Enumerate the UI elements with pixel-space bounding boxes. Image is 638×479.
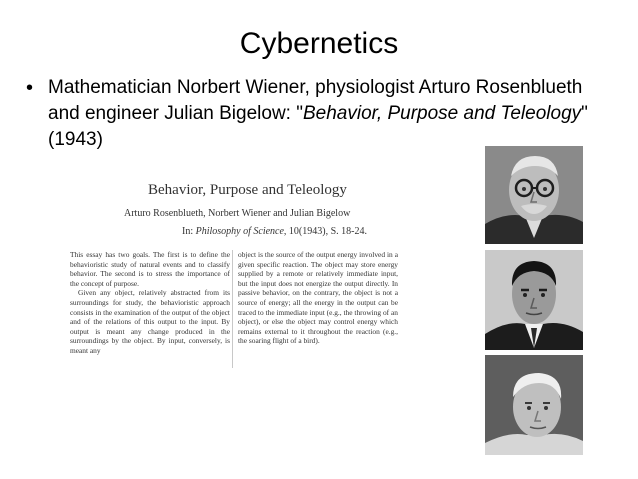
bullet-text (48, 75, 588, 153)
bullet-marker: • (26, 77, 34, 99)
paper-paragraph: Given any object, relatively abstracted from its surroundings for study, the behavioristic approach consists in the examination of the output of the object and of the relations of this output to the input. By output is meant any change produced in the surroundings by the object. By input, conversely, is meant any (70, 288, 230, 355)
paper-paragraph: This essay has two goals. The first is to define the behavioristic study of natural events and to classify behavior. The second is to stress the importance of the concept of purpose. (70, 250, 230, 288)
bullet-text-before: Mathematician Norbert Wiener, physiologist Arturo Rosenblueth and engineer Julian Bigelow: " (48, 77, 583, 124)
paper-right-column (238, 250, 398, 346)
portrait-norbert-wiener (485, 146, 583, 244)
paper-citation (182, 226, 367, 237)
portrait-arturo-rosenblueth (485, 250, 583, 350)
citation-prefix: In: (182, 226, 196, 237)
paper-left-column (70, 250, 230, 356)
bullet-text-after: " (1943) (48, 103, 588, 150)
column-divider (232, 250, 233, 368)
paper-authors: Arturo Rosenblueth, Norbert Wiener and Julian Bigelow (124, 208, 351, 219)
paper-title: Behavior, Purpose and Teleology (148, 182, 347, 198)
paper-paragraph: object is the source of the output energy involved in a given specific reaction. The object may store energy supplied by a remote or relatively immediate input, but the input does not energize the output directly. In passive behavior, on the contrary, the object is not a source of energy; all the energy in the output can be traced to the immediate input (e.g., the throwing of an object), or else the object may control energy which remains external to it throughout the reaction (e.g., the soaring flight of a bird). (238, 250, 398, 346)
bullet-paper-title: Behavior, Purpose and Teleology (302, 103, 582, 124)
citation-suffix: , 10(1943), S. 18-24. (283, 226, 367, 237)
slide-title: Cybernetics (239, 27, 399, 60)
paper-excerpt-image (62, 168, 398, 368)
portrait-julian-bigelow (485, 355, 583, 455)
citation-journal: Philosophy of Science (195, 226, 284, 237)
